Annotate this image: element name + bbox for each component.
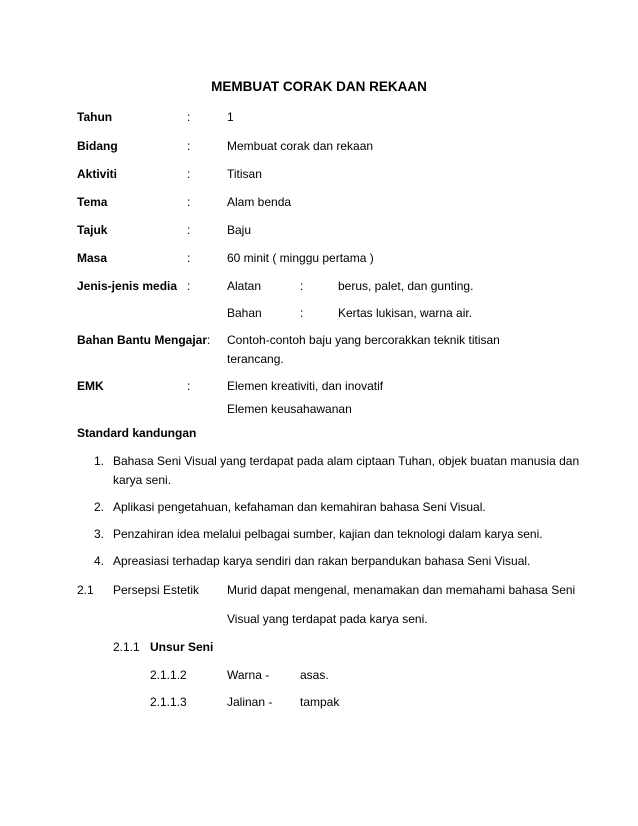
field-value-aktiviti: Titisan <box>227 167 262 181</box>
standard-item-num: 3. <box>94 527 105 541</box>
field-label-tahun: Tahun <box>77 110 113 124</box>
subitem-name: Warna - <box>227 668 270 682</box>
sub-num: 2.1.1 <box>113 640 140 654</box>
emk-line-1: Elemen kreativiti, dan inovatif <box>227 379 384 393</box>
emk-line-2: Elemen keusahawanan <box>227 402 352 416</box>
field-value-bidang: Membuat corak dan rekaan <box>227 139 374 153</box>
field-value-masa: 60 minit ( minggu pertama ) <box>227 251 374 265</box>
standard-item-text: Apreasiasi terhadap karya sendiri dan rakan berpandukan bahasa Seni Visual. <box>113 554 531 568</box>
emk-label: EMK <box>77 379 104 393</box>
field-label-aktiviti: Aktiviti <box>77 167 118 181</box>
standard-item-text: Aplikasi pengetahuan, kefahaman dan kemahiran bahasa Seni Visual. <box>113 500 486 514</box>
media-sep: : <box>187 279 191 293</box>
media-alatan-name: Alatan <box>227 279 262 293</box>
subitem-num: 2.1.1.2 <box>150 668 187 682</box>
field-sep: : <box>187 167 191 181</box>
media-bahan-value: Kertas lukisan, warna air. <box>338 306 473 320</box>
standard-item-num: 4. <box>94 554 105 568</box>
media-bahan-name: Bahan <box>227 306 262 320</box>
standard-item-num: 1. <box>94 454 105 468</box>
media-alatan-sep: : <box>300 279 304 293</box>
media-label: Jenis-jenis media <box>77 279 178 293</box>
standard-heading: Standard kandungan <box>77 426 197 440</box>
field-label-bidang: Bidang <box>77 139 118 153</box>
section-name: Persepsi Estetik <box>113 583 200 597</box>
subitem-name: Jalinan - <box>227 695 273 709</box>
section-desc-line-1: Murid dapat mengenal, menamakan dan memahami bahasa Seni <box>227 583 576 597</box>
field-label-tajuk: Tajuk <box>77 223 108 237</box>
field-sep: : <box>187 139 191 153</box>
field-value-tema: Alam benda <box>227 195 292 209</box>
document-title: MEMBUAT CORAK DAN REKAAN <box>211 79 427 94</box>
standard-item-num: 2. <box>94 500 105 514</box>
field-sep: : <box>187 251 191 265</box>
field-sep: : <box>187 195 191 209</box>
subitem-value: tampak <box>300 695 340 709</box>
subitem-value: asas. <box>300 668 329 682</box>
section-desc-line-2: Visual yang terdapat pada karya seni. <box>227 612 428 626</box>
standard-item-text-cont: karya seni. <box>113 473 172 487</box>
field-label-tema: Tema <box>77 195 108 209</box>
sub-name: Unsur Seni <box>150 640 214 654</box>
media-bahan-sep: : <box>300 306 304 320</box>
field-value-tahun: 1 <box>227 110 234 124</box>
subitem-num: 2.1.1.3 <box>150 695 187 709</box>
bbm-label-text: Bahan Bantu Mengajar <box>77 333 208 347</box>
standard-item-text: Bahasa Seni Visual yang terdapat pada alam ciptaan Tuhan, objek buatan manusia dan <box>113 454 580 468</box>
field-label-masa: Masa <box>77 251 108 265</box>
emk-sep: : <box>187 379 191 393</box>
media-alatan-value: berus, palet, dan gunting. <box>338 279 474 293</box>
section-num: 2.1 <box>77 583 94 597</box>
bbm-line-2: terancang. <box>227 352 284 366</box>
bbm-label <box>77 333 210 347</box>
standard-item-text: Penzahiran idea melalui pelbagai sumber, kajian dan teknologi dalam karya seni. <box>113 527 543 541</box>
field-sep: : <box>187 110 191 124</box>
bbm-line-1: Contoh-contoh baju yang bercorakkan teknik titisan <box>227 333 500 347</box>
field-value-tajuk: Baju <box>227 223 252 237</box>
bbm-sep: : <box>207 333 211 347</box>
field-sep: : <box>187 223 191 237</box>
